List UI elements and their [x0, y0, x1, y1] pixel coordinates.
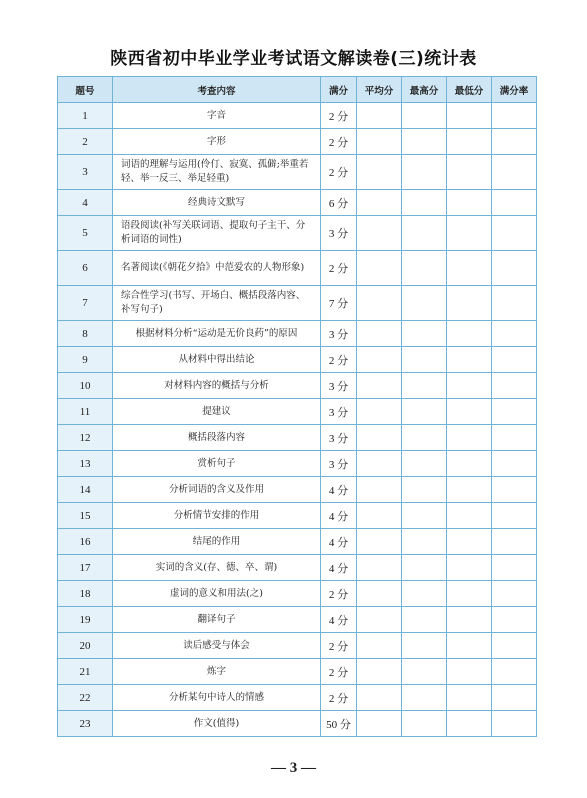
full-rate-cell [492, 129, 537, 155]
highest-cell [402, 373, 447, 399]
question-number-cell: 23 [58, 711, 113, 737]
lowest-cell [447, 659, 492, 685]
full-score-cell: 4 分 [321, 529, 357, 555]
full-rate-cell [492, 633, 537, 659]
lowest-cell [447, 451, 492, 477]
highest-cell [402, 321, 447, 347]
average-cell [357, 286, 402, 321]
average-cell [357, 321, 402, 347]
lowest-cell [447, 425, 492, 451]
content-cell: 结尾的作用 [113, 529, 321, 555]
average-cell [357, 685, 402, 711]
full-rate-cell [492, 659, 537, 685]
lowest-cell [447, 581, 492, 607]
content-cell: 对材料内容的概括与分析 [113, 373, 321, 399]
full-rate-cell [492, 321, 537, 347]
highest-cell [402, 129, 447, 155]
statistics-table [57, 76, 537, 737]
question-number-cell: 13 [58, 451, 113, 477]
lowest-cell [447, 685, 492, 711]
header-full-score: 满分 [321, 77, 357, 103]
lowest-cell [447, 399, 492, 425]
full-rate-cell [492, 399, 537, 425]
table-row [58, 529, 537, 555]
page-title: 陕西省初中毕业学业考试语文解读卷(三)统计表 [110, 49, 477, 69]
content-cell: 读后感受与体会 [113, 633, 321, 659]
highest-cell [402, 581, 447, 607]
table-row [58, 347, 537, 373]
full-rate-cell [492, 103, 537, 129]
header-average: 平均分 [357, 77, 402, 103]
content-cell: 概括段落内容 [113, 425, 321, 451]
content-cell: 虚词的意义和用法(之) [113, 581, 321, 607]
table-row [58, 129, 537, 155]
table-row [58, 321, 537, 347]
lowest-cell [447, 251, 492, 286]
full-rate-cell [492, 155, 537, 190]
full-score-cell: 3 分 [321, 216, 357, 251]
full-rate-cell [492, 529, 537, 555]
question-number-cell: 3 [58, 155, 113, 190]
average-cell [357, 103, 402, 129]
full-rate-cell [492, 451, 537, 477]
highest-cell [402, 347, 447, 373]
content-cell: 经典诗文默写 [113, 190, 321, 216]
highest-cell [402, 216, 447, 251]
average-cell [357, 373, 402, 399]
content-cell: 词语的理解与运用(伶仃、寂寞、孤僻;举重若轻、举一反三、举足轻重) [113, 155, 321, 190]
full-rate-cell [492, 607, 537, 633]
table-row [58, 251, 537, 286]
content-cell: 名著阅读(《朝花夕拾》中范爱农的人物形象) [113, 251, 321, 286]
question-number-cell: 8 [58, 321, 113, 347]
highest-cell [402, 477, 447, 503]
full-score-cell: 3 分 [321, 373, 357, 399]
question-number-cell: 22 [58, 685, 113, 711]
content-cell: 提建议 [113, 399, 321, 425]
question-number-cell: 16 [58, 529, 113, 555]
highest-cell [402, 155, 447, 190]
lowest-cell [447, 321, 492, 347]
average-cell [357, 633, 402, 659]
question-number-cell: 19 [58, 607, 113, 633]
full-score-cell: 2 分 [321, 251, 357, 286]
question-number-cell: 12 [58, 425, 113, 451]
header-full-rate: 满分率 [492, 77, 537, 103]
question-number-cell: 21 [58, 659, 113, 685]
content-cell: 综合性学习(书写、开场白、概括段落内容、补写句子) [113, 286, 321, 321]
average-cell [357, 581, 402, 607]
average-cell [357, 347, 402, 373]
full-score-cell: 50 分 [321, 711, 357, 737]
table-row [58, 286, 537, 321]
content-cell: 实词的含义(存、德、卒、谓) [113, 555, 321, 581]
lowest-cell [447, 529, 492, 555]
content-cell: 赏析句子 [113, 451, 321, 477]
highest-cell [402, 607, 447, 633]
highest-cell [402, 685, 447, 711]
full-rate-cell [492, 373, 537, 399]
highest-cell [402, 425, 447, 451]
highest-cell [402, 286, 447, 321]
full-score-cell: 3 分 [321, 425, 357, 451]
table-row [58, 711, 537, 737]
full-rate-cell [492, 555, 537, 581]
full-score-cell: 2 分 [321, 129, 357, 155]
lowest-cell [447, 286, 492, 321]
full-rate-cell [492, 685, 537, 711]
full-score-cell: 4 分 [321, 607, 357, 633]
lowest-cell [447, 555, 492, 581]
content-cell: 字音 [113, 103, 321, 129]
page-number: — 3 — [271, 760, 316, 776]
content-cell: 分析情节安排的作用 [113, 503, 321, 529]
full-score-cell: 2 分 [321, 103, 357, 129]
highest-cell [402, 451, 447, 477]
full-score-cell: 2 分 [321, 633, 357, 659]
full-score-cell: 2 分 [321, 685, 357, 711]
full-score-cell: 2 分 [321, 659, 357, 685]
average-cell [357, 555, 402, 581]
average-cell [357, 477, 402, 503]
lowest-cell [447, 477, 492, 503]
header-question-number: 题号 [58, 77, 113, 103]
table-row [58, 659, 537, 685]
full-score-cell: 3 分 [321, 399, 357, 425]
full-rate-cell [492, 477, 537, 503]
lowest-cell [447, 347, 492, 373]
full-rate-cell [492, 711, 537, 737]
table-row [58, 373, 537, 399]
highest-cell [402, 659, 447, 685]
lowest-cell [447, 103, 492, 129]
average-cell [357, 503, 402, 529]
question-number-cell: 20 [58, 633, 113, 659]
highest-cell [402, 103, 447, 129]
average-cell [357, 129, 402, 155]
full-rate-cell [492, 190, 537, 216]
average-cell [357, 399, 402, 425]
full-rate-cell [492, 425, 537, 451]
average-cell [357, 529, 402, 555]
highest-cell [402, 503, 447, 529]
table-row [58, 425, 537, 451]
full-score-cell: 4 分 [321, 503, 357, 529]
highest-cell [402, 399, 447, 425]
average-cell [357, 190, 402, 216]
question-number-cell: 2 [58, 129, 113, 155]
header-content: 考查内容 [113, 77, 321, 103]
content-cell: 语段阅读(补写关联词语、提取句子主干、分析词语的词性) [113, 216, 321, 251]
table-row [58, 399, 537, 425]
table-row [58, 155, 537, 190]
question-number-cell: 11 [58, 399, 113, 425]
content-cell: 作文(值得) [113, 711, 321, 737]
full-score-cell: 7 分 [321, 286, 357, 321]
lowest-cell [447, 129, 492, 155]
question-number-cell: 4 [58, 190, 113, 216]
lowest-cell [447, 216, 492, 251]
question-number-cell: 7 [58, 286, 113, 321]
question-number-cell: 15 [58, 503, 113, 529]
full-rate-cell [492, 286, 537, 321]
content-cell: 字形 [113, 129, 321, 155]
full-score-cell: 4 分 [321, 555, 357, 581]
table-row [58, 451, 537, 477]
full-score-cell: 2 分 [321, 155, 357, 190]
question-number-cell: 5 [58, 216, 113, 251]
table-row [58, 581, 537, 607]
lowest-cell [447, 373, 492, 399]
average-cell [357, 425, 402, 451]
highest-cell [402, 190, 447, 216]
full-rate-cell [492, 251, 537, 286]
full-rate-cell [492, 581, 537, 607]
full-score-cell: 2 分 [321, 581, 357, 607]
highest-cell [402, 529, 447, 555]
lowest-cell [447, 607, 492, 633]
table-row [58, 477, 537, 503]
table-header-row [58, 77, 537, 103]
question-number-cell: 10 [58, 373, 113, 399]
content-cell: 分析某句中诗人的情感 [113, 685, 321, 711]
content-cell: 从材料中得出结论 [113, 347, 321, 373]
table-row [58, 607, 537, 633]
table-row [58, 216, 537, 251]
lowest-cell [447, 633, 492, 659]
table-row [58, 503, 537, 529]
table-row [58, 555, 537, 581]
content-cell: 翻译句子 [113, 607, 321, 633]
question-number-cell: 1 [58, 103, 113, 129]
question-number-cell: 18 [58, 581, 113, 607]
content-cell: 炼字 [113, 659, 321, 685]
average-cell [357, 251, 402, 286]
full-rate-cell [492, 503, 537, 529]
highest-cell [402, 633, 447, 659]
average-cell [357, 216, 402, 251]
lowest-cell [447, 155, 492, 190]
lowest-cell [447, 503, 492, 529]
full-score-cell: 3 分 [321, 321, 357, 347]
full-score-cell: 6 分 [321, 190, 357, 216]
full-score-cell: 4 分 [321, 477, 357, 503]
table-row [58, 633, 537, 659]
full-rate-cell [492, 216, 537, 251]
lowest-cell [447, 190, 492, 216]
full-score-cell: 2 分 [321, 347, 357, 373]
full-score-cell: 3 分 [321, 451, 357, 477]
question-number-cell: 6 [58, 251, 113, 286]
average-cell [357, 155, 402, 190]
average-cell [357, 711, 402, 737]
full-rate-cell [492, 347, 537, 373]
header-lowest: 最低分 [447, 77, 492, 103]
content-cell: 根据材料分析“运动是无价良药”的原因 [113, 321, 321, 347]
question-number-cell: 17 [58, 555, 113, 581]
question-number-cell: 14 [58, 477, 113, 503]
average-cell [357, 659, 402, 685]
content-cell: 分析词语的含义及作用 [113, 477, 321, 503]
table-row [58, 190, 537, 216]
highest-cell [402, 251, 447, 286]
highest-cell [402, 711, 447, 737]
highest-cell [402, 555, 447, 581]
header-highest: 最高分 [402, 77, 447, 103]
average-cell [357, 607, 402, 633]
question-number-cell: 9 [58, 347, 113, 373]
average-cell [357, 451, 402, 477]
table-row [58, 103, 537, 129]
table-row [58, 685, 537, 711]
lowest-cell [447, 711, 492, 737]
